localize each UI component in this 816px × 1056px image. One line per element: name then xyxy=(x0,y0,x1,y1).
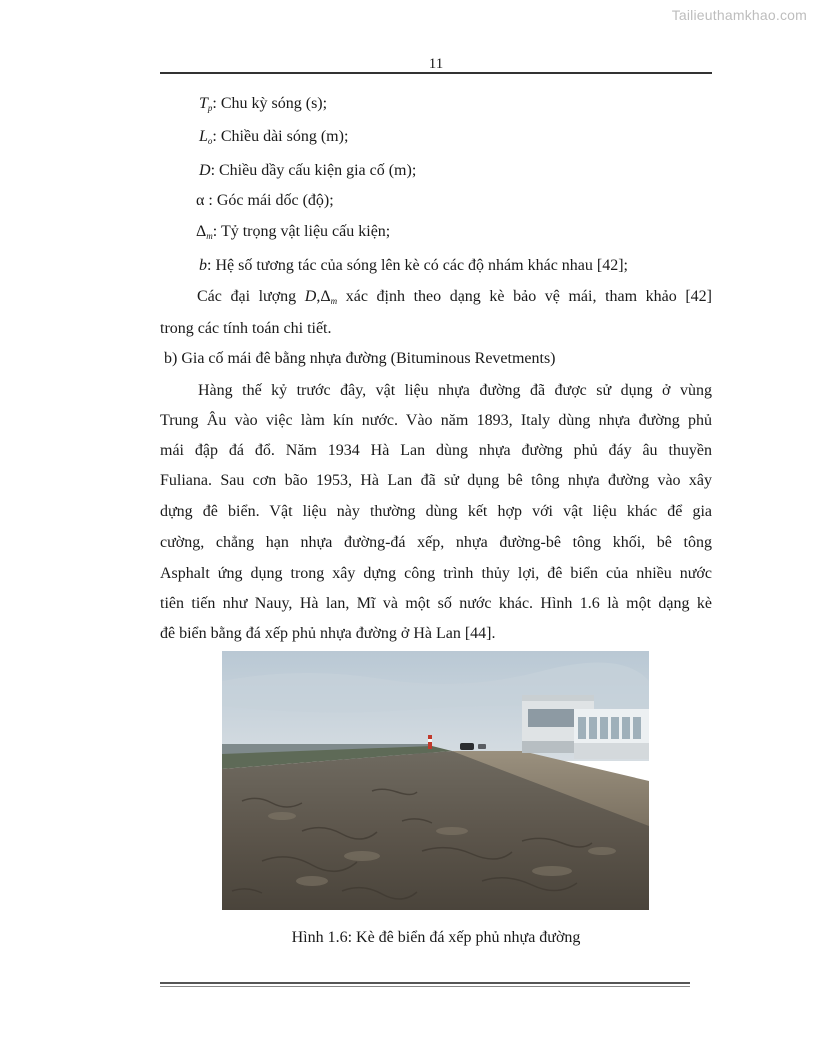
para1-subscript: m xyxy=(330,296,338,306)
footer-rule xyxy=(160,982,690,984)
def-text: : Tỷ trọng vật liệu cấu kiện; xyxy=(212,223,391,240)
para2-line: dựng đê biển. Vật liệu này thường dùng kết hợp với vật liệu khác để gia xyxy=(160,503,712,520)
def-symbol: b xyxy=(199,257,207,274)
para2-line: tiên tiến như Nauy, Hà lan, Mĩ và một số nước khác. Hình 1.6 là một dạng kè xyxy=(160,595,712,612)
def-symbol: T xyxy=(199,95,208,112)
footer-rule-thin xyxy=(160,986,690,987)
para1-line1 xyxy=(160,287,712,311)
figure-photo-seawall xyxy=(222,651,649,910)
def-subscript: p xyxy=(207,103,213,113)
section-heading-b: b) Gia cố mái đê bằng nhựa đường (Bituminous Revetments) xyxy=(164,350,556,367)
para2-line: cường, chẳng hạn nhựa đường-đá xếp, nhựa đường-bê tông khối, bê tông xyxy=(160,534,712,551)
para2-line: Trung Âu vào việc làm kín nước. Vào năm 1893, Italy dùng nhựa đường phủ xyxy=(160,412,712,429)
def-symbol: Δ xyxy=(196,223,207,240)
def-text: : Hệ số tương tác của sóng lên kè có các độ nhám khác nhau [42]; xyxy=(207,257,628,274)
para2-line: Asphalt ứng dụng trong xây dựng công trình thủy lợi, đê biển của nhiều nước xyxy=(160,565,712,582)
para1-suffix: xác định theo dạng kè bảo vệ mái, tham khảo [42] xyxy=(345,288,713,305)
para2-line: Fuliana. Sau cơn bão 1953, Hà Lan đã sử dụng bê tông nhựa đường vào xây xyxy=(160,472,712,489)
para1-sep: , xyxy=(316,288,321,305)
def-text: : Chiều dài sóng (m); xyxy=(212,128,349,145)
para2-line: đê biển bằng đá xếp phủ nhựa đường ở Hà Lan [44]. xyxy=(160,625,496,642)
def-subscript: o xyxy=(207,136,213,146)
def-text: : Chiều dầy cấu kiện gia cố (m); xyxy=(210,162,417,179)
para1-symbol-d: D xyxy=(304,288,317,305)
def-symbol: L xyxy=(199,128,208,145)
figure-caption: Hình 1.6: Kè đê biển đá xếp phủ nhựa đường xyxy=(291,929,581,946)
def-subscript: m xyxy=(206,231,213,241)
header-rule xyxy=(160,72,712,74)
def-alpha xyxy=(196,191,334,211)
def-b xyxy=(199,256,628,276)
para2-line: mái đập đá đổ. Năm 1934 Hà Lan dùng nhựa đường phủ đáy âu thuyền xyxy=(160,442,712,459)
def-delta-m xyxy=(196,222,390,246)
def-lo xyxy=(199,127,348,151)
def-d xyxy=(199,161,416,181)
page-number: 11 xyxy=(428,56,444,72)
para1-line2: trong các tính toán chi tiết. xyxy=(160,320,332,337)
para2-line: Hàng thế kỷ trước đây, vật liệu nhựa đường đã được sử dụng ở vùng xyxy=(198,382,712,399)
def-symbol: D xyxy=(199,162,211,179)
def-symbol: α xyxy=(196,192,205,209)
def-text: : Góc mái dốc (độ); xyxy=(204,192,334,209)
def-tp xyxy=(199,94,327,118)
watermark: Tailieuthamkhao.com xyxy=(671,7,807,23)
def-text: : Chu kỳ sóng (s); xyxy=(212,95,328,112)
para1-prefix: Các đại lượng xyxy=(197,288,297,305)
para1-symbol-delta: Δ xyxy=(320,288,331,305)
